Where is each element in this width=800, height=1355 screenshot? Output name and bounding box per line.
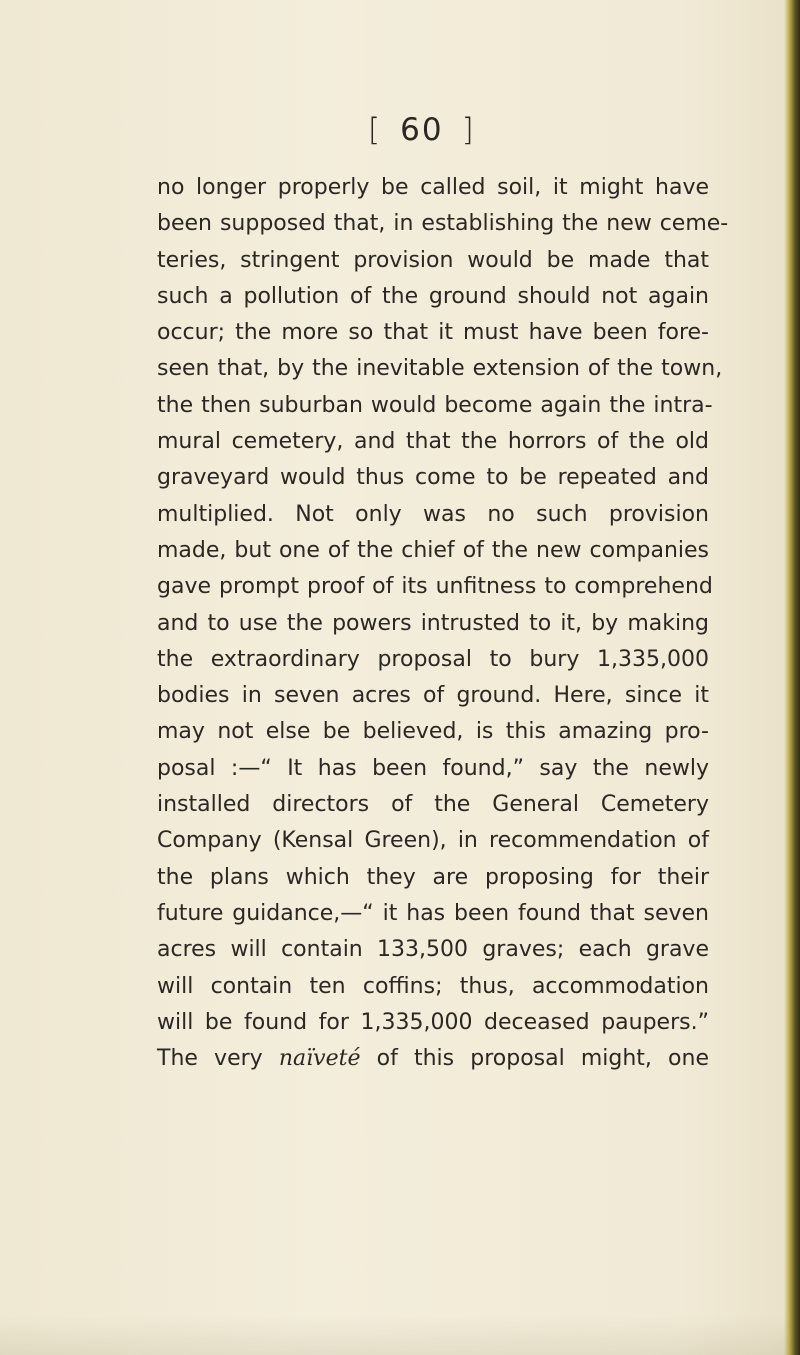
text-line-20: the plans which they are proposing for their: [157, 864, 709, 890]
body-text: [157, 170, 729, 1077]
text-line-11: made, but one of the chief of the new companies: [157, 537, 709, 563]
text-line-18: installed directors of the General Cemetery: [157, 792, 709, 818]
text-line-25-end: of this proposal might, one: [360, 1046, 709, 1072]
page-number: [368, 112, 476, 148]
text-line-9: graveyard would thus come to be repeated and: [157, 465, 709, 491]
text-line-16: may not else be believed, is this amazing pro-: [157, 719, 709, 745]
text-line-25-start: The very: [157, 1046, 279, 1072]
text-line-19: Company (Kensal Green), in recommendation of: [157, 828, 709, 854]
text-line-3: teries, stringent provision would be made that: [157, 247, 709, 273]
text-line-25-italic-word: naïveté: [278, 1046, 361, 1072]
text-line-6: seen that, by the inevitable extension of the town,: [157, 356, 723, 382]
text-line-14: the extraordinary proposal to bury 1,335,000: [157, 646, 709, 672]
text-line-23: will contain ten coffins; thus, accommodation: [157, 973, 709, 999]
text-line-22: acres will contain 133,500 graves; each grave: [157, 937, 709, 963]
binding-edge-shadow: [784, 0, 800, 1355]
page-number-close-bracket: ]: [461, 112, 476, 148]
text-line-13: and to use the powers intrusted to it, by making: [157, 610, 709, 636]
text-line-1: no longer properly be called soil, it might have: [157, 175, 709, 200]
text-line-25: [157, 1041, 709, 1077]
text-line-12: gave prompt proof of its unfitness to comprehend: [157, 574, 713, 600]
text-line-4: such a pollution of the ground should not again: [157, 283, 709, 309]
page-bottom-shade: [0, 1315, 800, 1355]
text-line-10: multiplied. Not only was no such provision: [157, 501, 709, 527]
text-line-8: mural cemetery, and that the horrors of the old: [157, 429, 709, 455]
text-line-15: bodies in seven acres of ground. Here, since it: [157, 683, 709, 709]
text-line-7: the then suburban would become again the intra-: [157, 392, 713, 418]
page-number-open-bracket: [: [368, 112, 383, 148]
text-line-21: future guidance,—“ it has been found that seven: [157, 900, 709, 926]
text-line-17: posal :—“ It has been found,” say the newly: [157, 755, 709, 781]
text-line-24: will be found for 1,335,000 deceased paupers.”: [157, 1009, 709, 1035]
text-line-2: been supposed that, in establishing the new ceme-: [157, 211, 729, 237]
page-number-value: 60: [400, 112, 444, 148]
text-line-5: occur; the more so that it must have been fore-: [157, 320, 709, 346]
